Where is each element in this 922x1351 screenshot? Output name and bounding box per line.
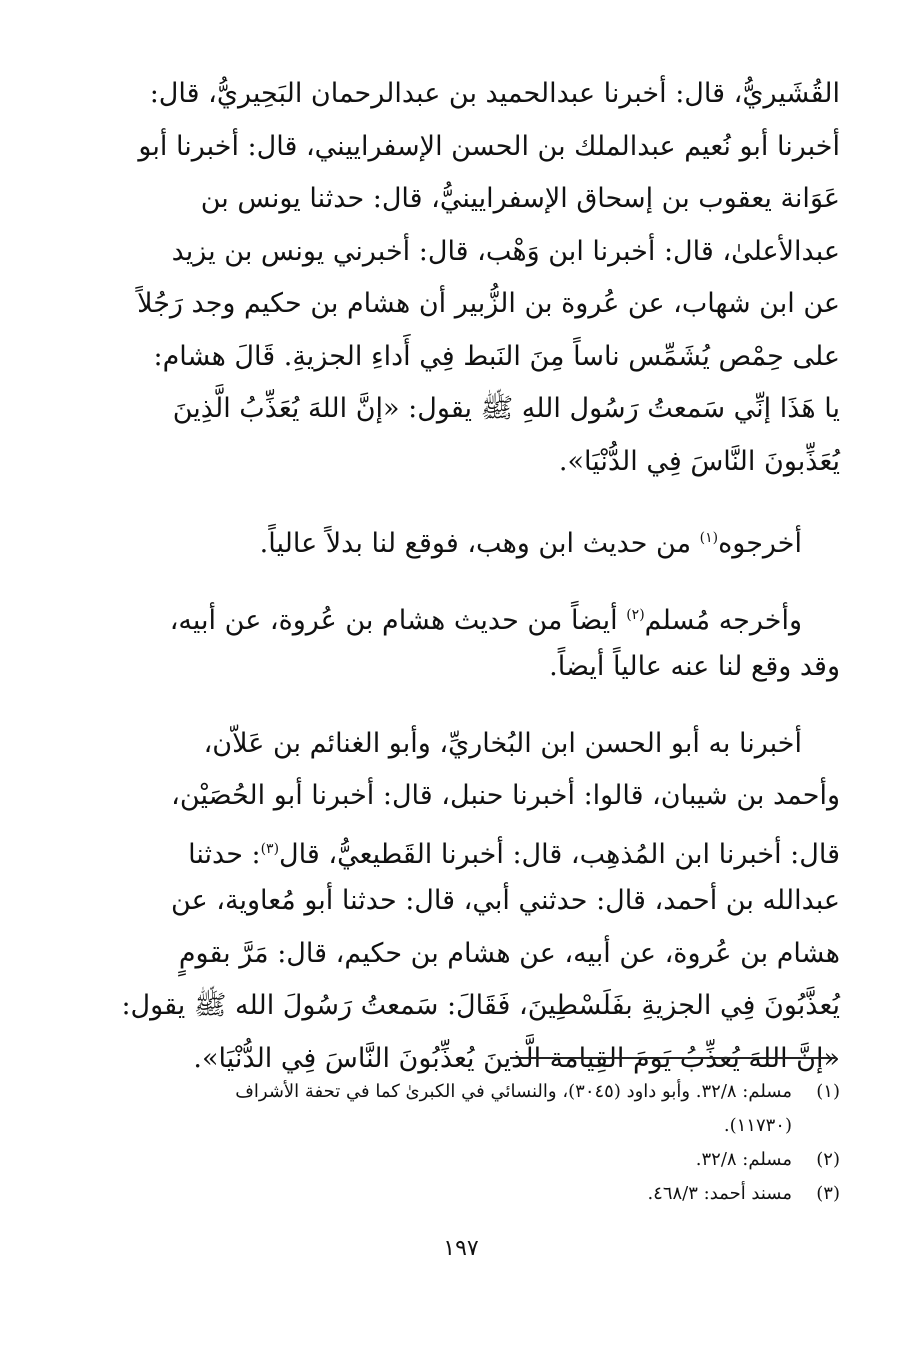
footnote-2 [84,1143,840,1177]
footnote-1 [84,1075,840,1109]
text-line: القُشَيريُّ، قال: أخبرنا عبدالحميد بن عبدالرحمان البَحِيريُّ، قال: [149,78,840,109]
footnote-text: مسلم: ٣٢/٨. [695,1149,792,1170]
text-line: عَوَانة يعقوب بن إسحاق الإسفرايينيُّ، قال: حدثنا يونس بن [200,183,840,214]
text-segment: : حدثنا [188,838,261,870]
footnote-3 [84,1177,840,1211]
paragraph-3 [84,589,840,642]
page-number: ١٩٧ [443,1236,479,1261]
footnote-text: مسند أحمد: ٤٦٨/٣. [647,1183,792,1204]
footnote-ref-1: (١) [699,530,719,546]
text-line: «إنَّ اللهَ يُعذِّبُ يَومَ القِيامة الَّذينَ يُعذِّبُونَ النَّاسَ فِي الدُّنْيَا». [193,1042,840,1074]
text-line: وأحمد بن شيبان، قالوا: أخبرنا حنبل، قال: أخبرنا أبو الحُصَيْن، [171,780,840,811]
footnote-divider [510,1057,835,1059]
text-line: هشام بن عُروة، عن أبيه، عن هشام بن حكيم، قال: مَرَّ بقومٍ [178,937,840,969]
footnote-number: (٣) [816,1183,840,1204]
text-segment: من حديث ابن وهب، فوقع لنا بدلاً عالياً. [259,528,700,559]
text-line: يُعذَّبُونَ فِي الجزيةِ بفَلَسْطِينَ، فَقَالَ: سَمعتُ رَسُولَ الله ﷺ يقول: [121,990,840,1021]
text-segment: قال: أخبرنا ابن المُذهِب، قال: أخبرنا القَطيعيُّ، قال [279,838,840,870]
text-line: يُعَذِّبونَ النَّاسَ فِي الدُّنْيَا». [558,445,840,477]
main-text [84,68,840,1085]
text-line [84,823,840,876]
text-segment: أيضاً من حديث هشام بن عُروة، عن أبيه، [169,604,627,636]
text-segment: وأخرجه مُسلم [644,604,802,636]
paragraph-2 [84,512,840,565]
text-line: عن ابن شهاب، عن عُروة بن الزُّبير أن هشام بن حكيم وجد رَجُلاً [137,288,840,319]
text-line: عبدالله بن أحمد، قال: حدثني أبي، قال: حدثنا أبو مُعاوية، عن [171,885,840,916]
text-line: أخبرنا أبو نُعيم عبدالملك بن الحسن الإسفراييني، قال: أخبرنا أبو [138,130,840,162]
text-line: وقد وقع لنا عنه عالياً أيضاً. [549,651,840,682]
text-line: عبدالأعلىٰ، قال: أخبرنا ابن وَهْب، قال: أخبرني يونس بن يزيد [171,235,840,267]
text-line: يا هَذَا إنِّي سَمعتُ رَسُول اللهِ ﷺ يقول: «إنَّ اللهَ يُعَذِّبُ الَّذِينَ [172,393,840,424]
footnote-1-continued: (١١٧٣٠). [723,1115,792,1136]
footnote-number: (٢) [816,1149,840,1170]
footnote-ref-3: (٣) [260,840,280,857]
text-line: أخبرنا به أبو الحسن ابن البُخاريِّ، وأبو الغنائم بن عَلاّن، [203,727,802,759]
footnote-ref-2: (٢) [626,606,645,623]
text-line: على حِمْص يُشَمِّس ناساً مِنَ النَبط فِي أَداءِ الجزيةِ. قَالَ هشام: [153,340,840,372]
footnote-number: (١) [816,1081,840,1102]
footnote-text: مسلم: ٣٢/٨. وأبو داود (٣٠٤٥)، والنسائي في الكبرىٰ كما في تحفة الأشراف [235,1081,792,1102]
footnotes [84,1075,840,1211]
text-segment: أخرجوه [718,528,802,559]
